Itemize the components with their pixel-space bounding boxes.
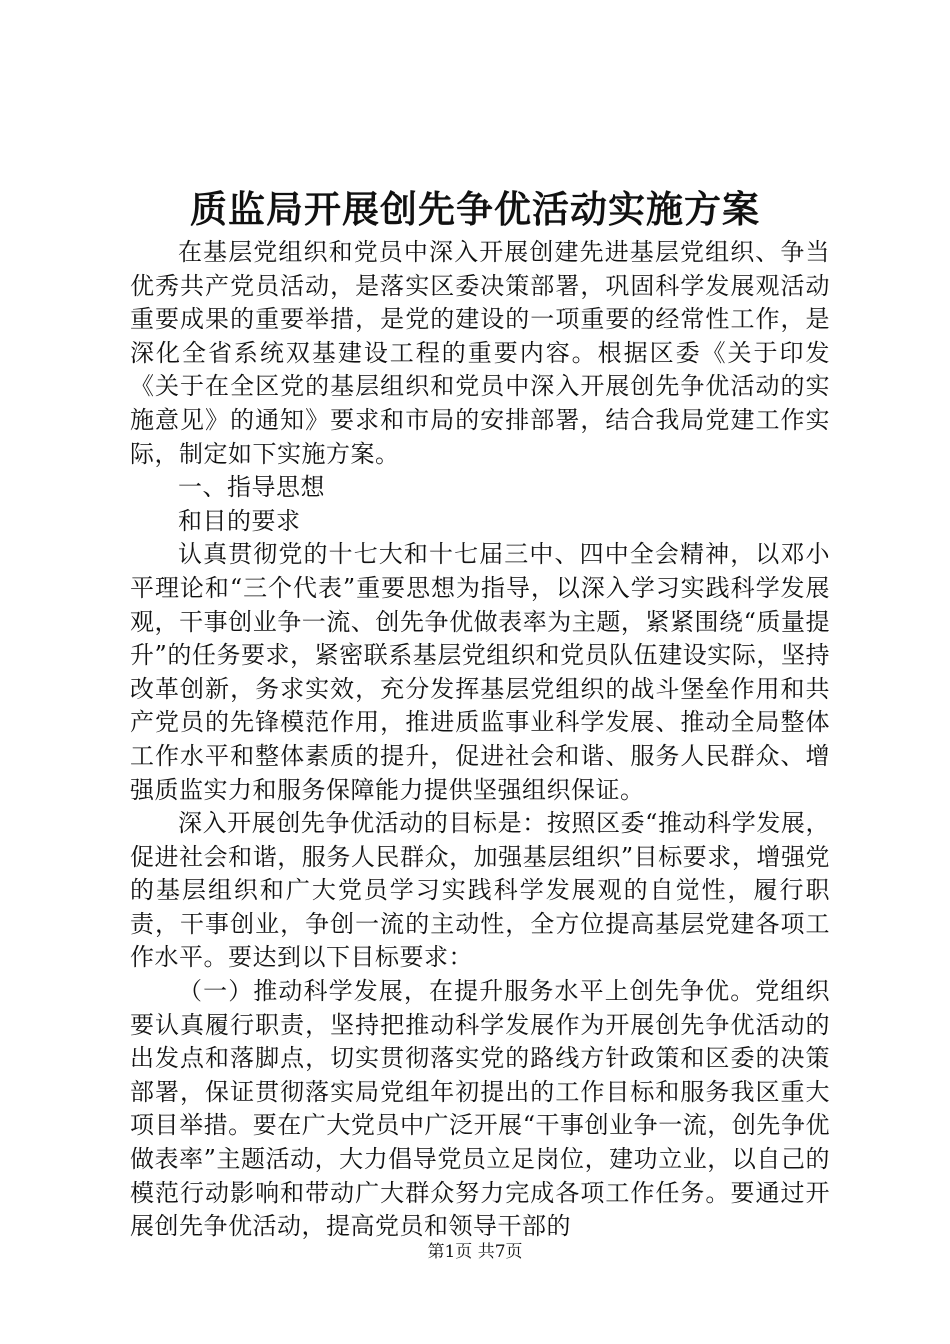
paragraph-guiding-content: 认真贯彻党的十七大和十七届三中、四中全会精神，以邓小平理论和“三个代表”重要思想为指导，以深入学习实践科学发展观，干事创业争一流、创先争优做表率为主题，紧紧围绕“质量提升”的任务要求，紧密联系基层党组织和党员队伍建设实际，坚持改革创新，务求实效，充分发挥基层党组织的战斗堡垒作用和共产党员的先锋模范作用，推进质监事业科学发展、推动全局整体工作水平和整体素质的提升，促进社会和谐、服务人民群众、增强质监实力和服务保障能力提供坚强组织保证。 (130, 540, 830, 804)
heading-objectives: 和目的要求 (178, 506, 301, 535)
paragraph-goals: 深入开展创先争优活动的目标是：按照区委“推动科学发展，促进社会和谐，服务人民群众，加强基层组织”目标要求，增强党的基层组织和广大党员学习实践科学发展观的自觉性，履行职责，干事创业，争创一流的主动性，全方位提高基层党建各项工作水平。要达到以下目标要求： (130, 809, 830, 972)
paragraph-item-one: （一）推动科学发展，在提升服务水平上创先争优。党组织要认真履行职责，坚持把推动科学发展作为开展创先争优活动的出发点和落脚点，切实贯彻落实党的路线方针政策和区委的决策部署，保证贯彻落实局党组年初提出的工作目标和服务我区重大项目举措。要在广大党员中广泛开展“干事创业争一流，创先争优做表率”主题活动，大力倡导党员立足岗位，建功立业，以自己的模范行动影响和带动广大群众努力完成各项工作任务。要通过开展创先争优活动，提高党员和领导干部的 (130, 977, 830, 1241)
heading-guiding-thought: 一、指导思想 (178, 473, 325, 502)
page-footer: 第1页 共7页 (427, 1242, 523, 1262)
paragraph-intro: 在基层党组织和党员中深入开展创建先进基层党组织、争当优秀共产党员活动，是落实区委决策部署，巩固科学发展观活动重要成果的重要举措，是党的建设的一项重要的经常性工作，是深化全省系统双基建设工程的重要内容。根据区委《关于印发《关于在全区党的基层组织和党员中深入开展创先争优活动的实施意见》的通知》要求和市局的安排部署，结合我局党建工作实际，制定如下实施方案。 (130, 238, 830, 468)
document-title: 质监局开展创先争优活动实施方案 (190, 187, 760, 231)
document-body (130, 236, 830, 1244)
